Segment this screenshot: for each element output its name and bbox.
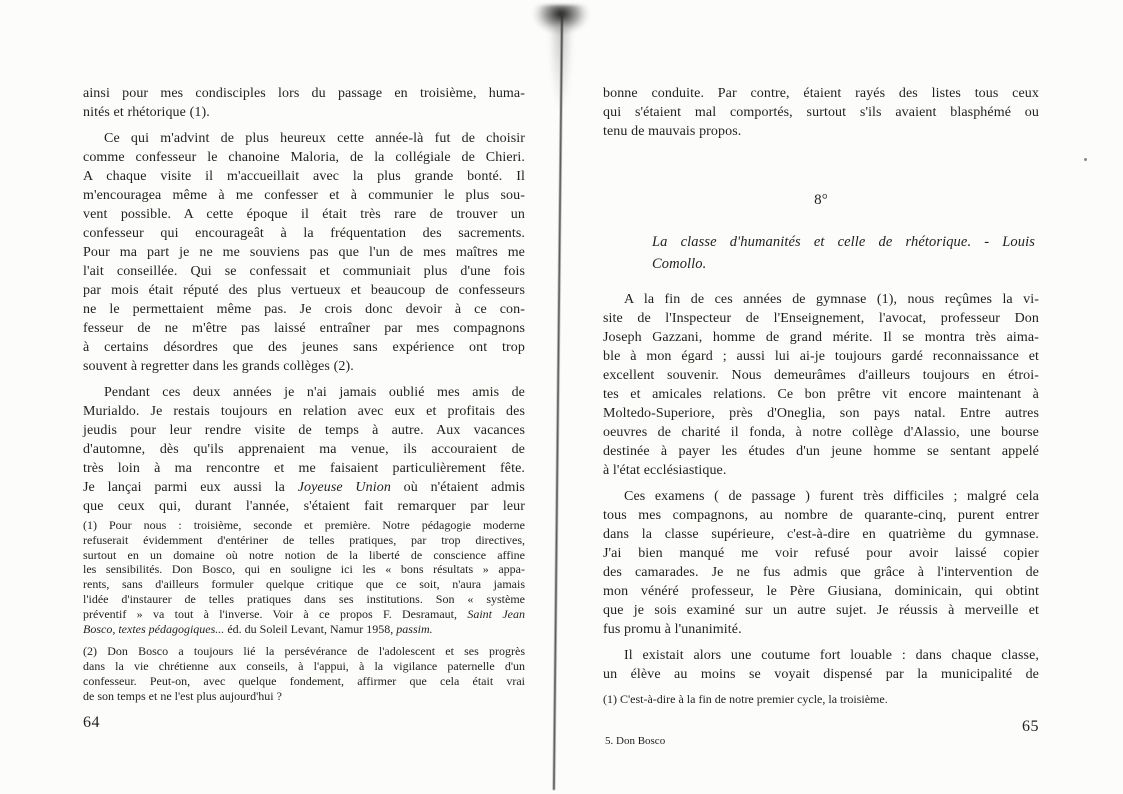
text-run: passim. <box>396 621 433 636</box>
text-run: A chaque visite il m'accueillait avec la plus grande bonté. Il <box>83 169 525 184</box>
text-line <box>603 582 1039 601</box>
page-left <box>83 84 525 731</box>
text-run: Comollo. <box>652 255 707 272</box>
text-run: La classe d'humanités et celle de rhétorique. - Louis <box>652 234 1035 250</box>
text-line <box>603 487 1039 506</box>
text-line <box>603 191 1039 210</box>
text-line <box>83 459 525 478</box>
text-run: ne le permettaient même pas. Je crois donc devoir à ce con- <box>83 302 525 317</box>
page-left-footnotes <box>83 518 525 704</box>
text-line <box>652 232 1035 254</box>
footnote <box>83 518 525 636</box>
text-run: Joyeuse Union <box>297 480 391 495</box>
text-line <box>603 290 1039 309</box>
text-run: jeudis pour leur rendre visite de temps à autre. Aux vacances <box>83 423 525 438</box>
text-run: où n'étaient admis <box>390 480 525 495</box>
text-line <box>83 84 525 103</box>
section-number <box>603 191 1039 210</box>
text-line <box>83 622 525 637</box>
text-line <box>83 319 525 338</box>
text-run: rents, sans d'ailleurs formuler quelque critique que ce soit, n'aura jamais <box>83 577 525 592</box>
paragraph <box>83 129 525 376</box>
text-line <box>83 644 525 659</box>
page-right-body <box>603 84 1039 684</box>
text-run: Saint Jean <box>467 606 525 621</box>
text-run: préventif » va tout à l'inverse. Voir à ce propos F. Desramaut, <box>83 606 468 621</box>
text-run: destinée à payer les études d'un jeune homme se sentant appelé <box>603 444 1039 459</box>
text-line <box>603 366 1039 385</box>
text-line <box>603 646 1039 665</box>
text-run: Il existait alors une coutume fort louable : dans chaque classe, <box>624 648 1039 663</box>
text-run: les sensibilités. Don Bosco, qui en souligne ici les « bons résultats » appa- <box>83 562 525 577</box>
text-line <box>83 440 525 459</box>
text-line <box>603 122 1039 141</box>
text-run: ble à mon égard ; aussi lui ai-je toujours gardé reconnaissance et <box>603 349 1039 364</box>
text-run: qui s'étaient mal comportés, surtout s'ils avaient blasphémé ou <box>603 105 1039 120</box>
text-run: (1) C'est-à-dire à la fin de notre premier cycle, la troisième. <box>603 692 888 706</box>
text-run: Moltedo-Superiore, près d'Oneglia, son pays natal. Entre autres <box>603 406 1039 421</box>
subtitle <box>603 232 1039 275</box>
text-run: m'encouragea même à me confesser et à communier le plus sou- <box>83 188 525 203</box>
text-run: Je lançai parmi eux aussi la <box>83 480 298 495</box>
text-run: Ces examens ( de passage ) furent très difficiles ; malgré cela <box>624 489 1039 504</box>
text-run: dans la classe supérieure, c'est-à-dire en quatrième du gymnase. <box>603 527 1039 542</box>
text-line <box>83 281 525 300</box>
text-line <box>83 548 525 563</box>
paragraph <box>83 383 525 516</box>
text-line <box>603 404 1039 423</box>
text-run: l'ait conseillée. Qui se confessait et communiait plus d'une fois <box>83 264 525 279</box>
text-run: souvent à regretter dans les grands collèges (2). <box>83 359 354 374</box>
text-line <box>83 577 525 592</box>
text-run: Joseph Gazzani, homme de grand mérite. Il se montra très aima- <box>603 330 1039 345</box>
footnote <box>83 644 525 703</box>
text-run: (2) Don Bosco a toujours lié la persévérance de l'adolescent et ses progrès <box>83 644 525 659</box>
text-run: site de l'Inspecteur de l'Enseignement, l'avocat, professeur Don <box>603 311 1039 326</box>
text-run: fus promu à l'unanimité. <box>603 622 742 637</box>
text-run: nités et rhétorique (1). <box>83 105 210 120</box>
text-run: 8° <box>814 192 828 208</box>
text-line <box>652 254 1035 276</box>
text-run: Pour ma part je ne me souviens pas que l'un de mes maîtres me <box>83 245 525 260</box>
text-line <box>83 402 525 421</box>
paragraph <box>83 84 525 122</box>
text-line <box>83 205 525 224</box>
text-line <box>603 309 1039 328</box>
text-line <box>83 357 525 376</box>
text-run: à l'état ecclésiastique. <box>603 463 727 478</box>
text-line <box>603 84 1039 103</box>
paragraph <box>603 290 1039 480</box>
text-run: refuserait évidemment d'entériner de telles pratiques, par trop directives, <box>83 532 525 547</box>
text-run: J'ai bien manqué me voir refusé pour avoir laissé copier <box>603 546 1039 561</box>
text-line <box>83 186 525 205</box>
text-run: surtout en un domaine où notre notion de la liberté de conscience affine <box>83 547 525 562</box>
text-run: d'automne, dès qu'ils apprenaient ma venue, ils accouraient de <box>83 442 525 457</box>
text-run: de son temps et ne l'est plus aujourd'hui ? <box>83 688 282 703</box>
text-run: Murialdo. Je restais toujours en relation avec eux et profitais des <box>83 404 525 419</box>
text-line <box>83 518 525 533</box>
text-line <box>83 607 525 622</box>
text-line <box>603 442 1039 461</box>
text-line <box>603 328 1039 347</box>
text-run: excellent souvenir. Nous demeurâmes d'ailleurs toujours en étroi- <box>603 368 1039 383</box>
paragraph <box>603 84 1039 141</box>
text-run: très loin à ma rencontre et me faisaient particulièrement fête. <box>83 461 525 476</box>
text-line <box>83 659 525 674</box>
text-run: que je sois examiné sur un autre sujet. Je réussis à merveille et <box>603 603 1039 618</box>
text-line <box>603 385 1039 404</box>
text-line <box>83 300 525 319</box>
text-run: confesseur qui encourageât à la fréquentation des sacrements. <box>83 226 525 241</box>
text-run: comme confesseur le chanoine Maloria, de la collégiale de Chieri. <box>83 150 525 165</box>
text-run: bonne conduite. Par contre, étaient rayés des listes tous ceux <box>603 86 1039 101</box>
text-line <box>603 563 1039 582</box>
page-right-footnotes <box>603 692 1039 707</box>
text-line <box>603 461 1039 480</box>
paragraph <box>603 646 1039 684</box>
text-line <box>83 148 525 167</box>
scan-speck <box>1084 158 1087 161</box>
text-run: mon vénéré professeur, le Père Giusiana, dominicain, qui obtint <box>603 584 1039 599</box>
text-line <box>83 533 525 548</box>
text-run: fesseur de ne m'être pas laissé entraîner par mes compagnons <box>83 321 525 336</box>
text-run: l'idée d'instaurer de telles pratiques dans ses institutions. Son « système <box>83 591 525 606</box>
text-line <box>603 601 1039 620</box>
text-line <box>603 506 1039 525</box>
text-line <box>603 423 1039 442</box>
text-run: Ce qui m'advint de plus heureux cette année-là fut de choisir <box>104 131 525 146</box>
text-line <box>83 224 525 243</box>
text-run: oeuvres de charité il fonda, à notre collège d'Alassio, une bourse <box>603 425 1039 440</box>
text-run: dans la vie chrétienne aux conseils, à l'appui, à la vigilance paternelle d'un <box>83 659 525 674</box>
text-line <box>83 562 525 577</box>
text-line <box>83 129 525 148</box>
text-line <box>83 103 525 122</box>
text-line <box>603 525 1039 544</box>
text-run: Bosco, textes pédagogiques... <box>83 621 225 636</box>
text-run: à certains désordres que des jeunes sans expérience ont trop <box>83 340 525 355</box>
text-run: ainsi pour mes condisciples lors du passage en troisième, huma- <box>83 86 525 101</box>
text-run: par mois était réputé des plus vertueux et beaucoup de confesseurs <box>83 283 525 298</box>
text-run: A la fin de ces années de gymnase (1), nous reçûmes la vi- <box>624 292 1039 307</box>
page-left-body <box>83 84 525 516</box>
text-run: (1) Pour nous : troisième, seconde et première. Notre pédagogie moderne <box>83 518 525 532</box>
text-line <box>83 383 525 402</box>
text-run: vent possible. A cette époque il était très rare de trouver un <box>83 207 525 222</box>
text-line <box>83 262 525 281</box>
text-line <box>83 497 525 516</box>
text-line <box>603 620 1039 639</box>
book-signature: 5. Don Bosco <box>605 735 666 747</box>
footnote <box>603 692 1039 707</box>
text-line <box>603 544 1039 563</box>
text-line <box>83 592 525 607</box>
text-run: tenu de mauvais propos. <box>603 124 742 139</box>
text-run: un élève au moins se voyait dispensé par la municipalité de <box>603 667 1039 682</box>
text-line <box>603 347 1039 366</box>
text-line <box>83 167 525 186</box>
text-line <box>83 243 525 262</box>
page-number: 65 <box>1022 718 1039 735</box>
text-run: tous mes compagnons, au nombre de quarante-cinq, purent entrer <box>603 508 1039 523</box>
text-line <box>83 478 525 497</box>
page-right <box>603 84 1039 747</box>
text-run: des camarades. Je ne fus admis que grâce à l'intervention de <box>603 565 1039 580</box>
text-run: tes et amicales relations. Ce bon prêtre vit encore maintenant à <box>603 387 1039 402</box>
text-line <box>83 674 525 689</box>
text-line <box>83 421 525 440</box>
text-line <box>83 689 525 704</box>
text-run: éd. du Soleil Levant, Namur 1958, <box>224 621 397 636</box>
text-run: confesseur. Peut-on, avec quelque fondement, affirmer que cela était vrai <box>83 673 525 688</box>
text-line <box>83 338 525 357</box>
text-run: Pendant ces deux années je n'ai jamais oublié mes amis de <box>104 385 525 400</box>
page-number: 64 <box>83 714 100 731</box>
text-line <box>603 665 1039 684</box>
paragraph <box>603 487 1039 639</box>
text-line <box>603 103 1039 122</box>
text-run: que ceux qui, durant l'année, s'étaient fait remarquer par leur <box>83 499 525 514</box>
text-line <box>603 692 1039 707</box>
